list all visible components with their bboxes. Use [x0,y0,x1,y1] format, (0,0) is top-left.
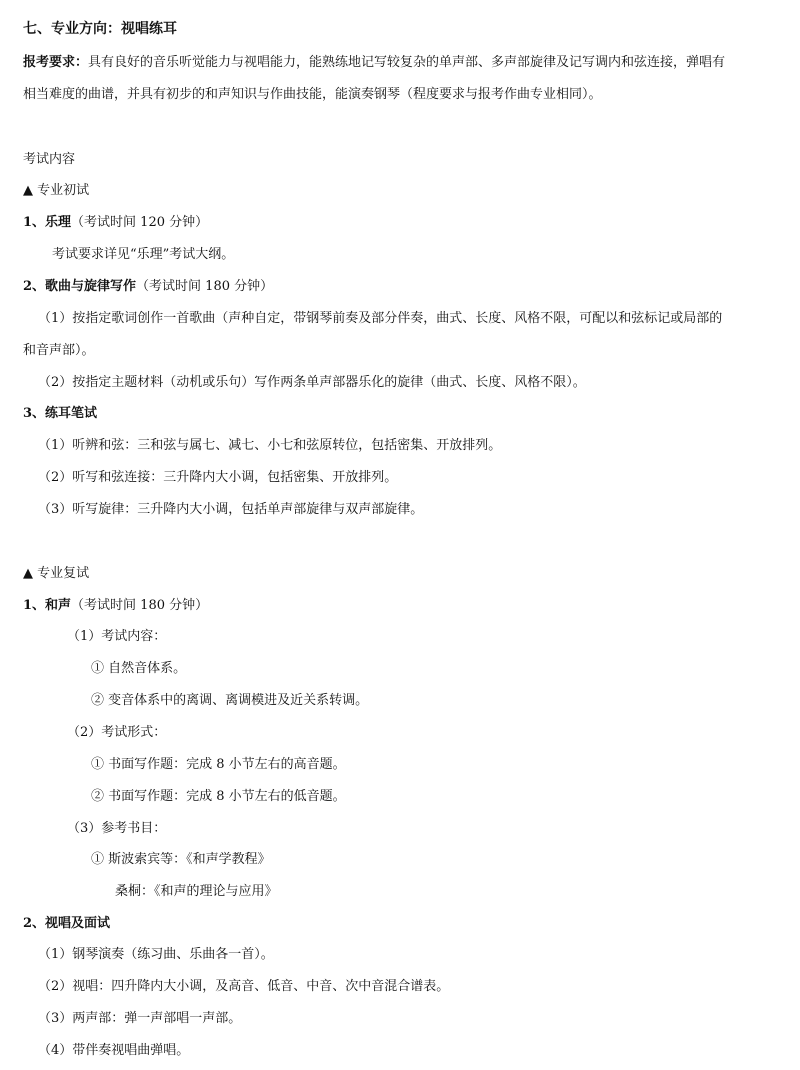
exam-content-heading: 考试内容 [23,152,76,167]
retest-item-2-sub-2: （2）视唱：四升降内大小调，及高音、低音、中音、次中音混合谱表。 [38,979,450,994]
requirement-label: 报考要求： [23,55,89,70]
requirement-line-1 [23,54,725,72]
prelim-item-2-sub-2: （2）按指定主题材料（动机或乐句）写作两条单声部器乐化的旋律（曲式、长度、风格不限）。 [38,375,586,390]
retest-book-2: 桑桐：《和声的理论与应用》 [115,884,278,899]
prelim-item-2-sub-1-line-1: （1）按指定歌词创作一首歌曲（声种自定，带钢琴前奏及部分伴奏，曲式、长度、风格不限，可配以和弦标记或局部的 [38,311,723,326]
prelim-item-2 [23,278,273,296]
prelim-item-1-note: 考试要求详见“乐理”考试大纲。 [52,247,235,262]
retest-item-2-sub-4: （4）带伴奏视唱曲弹唱。 [38,1043,190,1058]
retest-item-1 [23,597,208,615]
prelim-item-1 [23,214,208,232]
retest-content-2: ② 变音体系中的离调、离调模进及近关系转调。 [91,693,369,708]
retest-content-label: （1）考试内容： [67,629,167,644]
retest-books-label: （3）参考书目： [67,821,167,836]
retest-form-2: ② 书面写作题：完成 8 小节左右的低音题。 [91,789,346,804]
prelim-item-2-sub-1-line-2: 和音声部）。 [23,343,95,358]
retest-item-1-title: 1、和声 [23,598,72,613]
retest-heading: ▲ 专业复试 [23,566,90,581]
retest-item-2-sub-3: （3）两声部：弹一声部唱一声部。 [38,1011,242,1026]
prelim-item-1-title: 1、乐理 [23,215,72,230]
retest-item-2-title: 2、视唱及面试 [23,916,111,931]
retest-item-2-sub-1: （1）钢琴演奏（练习曲、乐曲各一首）。 [38,947,274,962]
retest-book-1: ① 斯波索宾等：《和声学教程》 [91,852,271,867]
prelim-item-2-time: （考试时间 180 分钟） [136,279,274,294]
prelim-item-3-sub-2: （2）听写和弦连接：三升降内大小调，包括密集、开放排列。 [38,470,398,485]
prelim-item-3-sub-1: （1）听辨和弦：三和弦与属七、减七、小七和弦原转位，包括密集、开放排列。 [38,438,502,453]
prelim-item-2-title: 2、歌曲与旋律写作 [23,279,137,294]
prelim-item-3-title: 3、练耳笔试 [23,406,98,421]
retest-content-1: ① 自然音体系。 [91,661,187,676]
requirement-text-1: 具有良好的音乐听觉能力与视唱能力，能熟练地记写较复杂的单声部、多声部旋律及记写调内和弦连接，弹唱有 [88,55,726,70]
retest-form-1: ① 书面写作题：完成 8 小节左右的高音题。 [91,757,346,772]
section-title: 七、专业方向：视唱练耳 [23,21,177,37]
prelim-heading: ▲ 专业初试 [23,183,90,198]
retest-item-1-time: （考试时间 180 分钟） [71,598,209,613]
prelim-item-1-time: （考试时间 120 分钟） [71,215,209,230]
prelim-item-3-sub-3: （3）听写旋律：三升降内大小调，包括单声部旋律与双声部旋律。 [38,502,424,517]
retest-form-label: （2）考试形式： [67,725,167,740]
requirement-line-2: 相当难度的曲谱，并具有初步的和声知识与作曲技能，能演奏钢琴（程度要求与报考作曲专业相同）。 [23,87,602,102]
